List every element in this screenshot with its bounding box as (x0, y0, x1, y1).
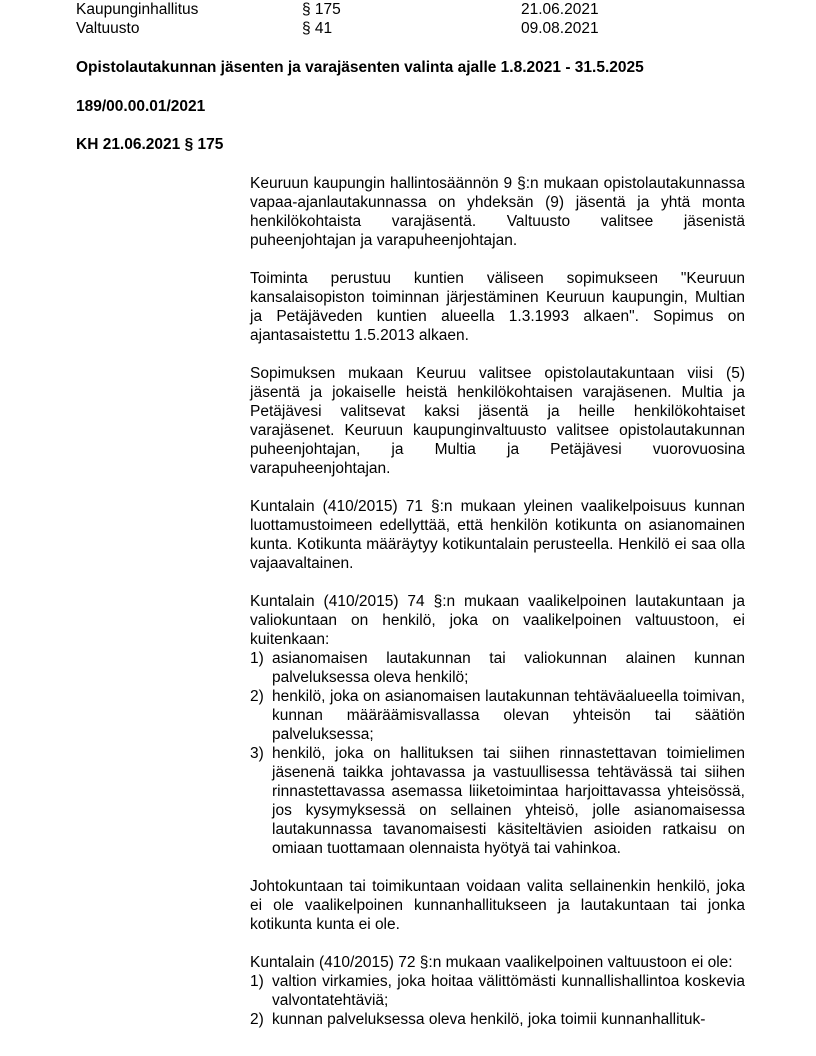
paragraph: Sopimuksen mukaan Keuruu valitsee opistolautakuntaan viisi (5) jäsentä ja jokaiselle heistä henkilökohtaisen varajäsenen. Multia ja Petäjävesi valitsevat kaksi jäsentä ja heille henkilökohtaiset varajäsenet. Keuruun kaupunginvaltuusto valitsee opistolautakunnan puheenjohtajan, ja Multia ja Petäjävesi vuorovuosina varapuheenjohtajan. (250, 365, 745, 477)
meta-row-kaupunginhallitus (76, 0, 776, 19)
list-number: 2) (250, 688, 264, 705)
list-text: henkilö, joka on asianomaisen lautakunnan tehtäväalueella toimivan, kunnan määräämisvallassa olevan yhteisön tai säätiön palveluksessa; (272, 688, 745, 743)
list-number: 1) (250, 650, 264, 667)
list-text: asianomaisen lautakunnan tai valiokunnan alainen kunnan palveluksessa oleva henkilö; (272, 650, 745, 686)
paragraph: Keuruun kaupungin hallintosäännön 9 §:n mukaan opistolautakunnassa vapaa-ajanlautakunnassa on yhdeksän (9) jäsentä ja yhtä monta henkilökohtaista varajäsentä. Valtuusto valitsee jäsenistä puheenjohtajan ja varapuheenjohtajan. (250, 175, 745, 249)
meta-body: Valtuusto (76, 20, 140, 37)
document-title: Opistolautakunnan jäsenten ja varajäsenten valinta ajalle 1.8.2021 - 31.5.2025 (76, 59, 644, 76)
paragraph: Kuntalain (410/2015) 71 §:n mukaan yleinen vaalikelpoisuus kunnan luottamustoimeen edellyttää, että henkilön kotikunta on asianomainen kunta. Kotikunta määräytyy kotikuntalain perusteella. Henkilö ei saa olla vajaavaltainen. (250, 498, 745, 572)
eligibility-list-74 (250, 649, 745, 858)
diary-number: 189/00.00.01/2021 (76, 98, 206, 115)
meta-row-valtuusto (76, 19, 776, 38)
meta-section: § 175 (302, 1, 341, 18)
list-text: henkilö, joka on hallituksen tai siihen rinnastettavan toimielimen jäsenenä taikka johtavassa ja vastuullisessa tehtävässä tai siihen rinnastettavassa asemassa liiketoimintaa harjoittavassa yhteisössä, jos kysymyksessä on sellainen yhteisö, jolle asianomaisessa lautakunnassa tavanomaisesti käsiteltävien asioiden ratkaisu on omiaan tuottamaan olennaista hyötyä tai vahinkoa. (272, 745, 745, 857)
paragraph: Johtokuntaan tai toimikuntaan voidaan valita sellainenkin henkilö, joka ei ole vaalikelpoinen kunnanhallitukseen ja lautakuntaan tai jonka kotikunta kunta ei ole. (250, 878, 745, 933)
list-number: 2) (250, 1011, 264, 1028)
eligibility-list-72 (250, 972, 745, 1029)
list-number: 1) (250, 973, 264, 990)
paragraph: Toiminta perustuu kuntien väliseen sopimukseen "Keuruun kansalaisopiston toiminnan järjestäminen Keuruun kaupungin, Multian ja Petäjäveden kuntien alueella 1.3.1993 alkaen". Sopimus on ajantasaistettu 1.5.2013 alkaen. (250, 270, 745, 344)
paragraph: Kuntalain (410/2015) 72 §:n mukaan vaalikelpoinen valtuustoon ei ole: (250, 954, 733, 971)
list-item (250, 744, 745, 858)
meta-date: 09.08.2021 (521, 20, 599, 37)
list-text: valtion virkamies, joka hoitaa välittömästi kunnallishallintoa koskevia valvontatehtäviä; (272, 973, 745, 1009)
document-body (250, 174, 745, 1029)
meta-section: § 41 (302, 20, 333, 37)
list-text: kunnan palveluksessa oleva henkilö, joka toimii kunnanhallituk- (272, 1011, 706, 1028)
meta-date: 21.06.2021 (521, 1, 599, 18)
list-item (250, 1010, 745, 1029)
paragraph: Kuntalain (410/2015) 74 §:n mukaan vaalikelpoinen lautakuntaan ja valiokuntaan on henkilö, joka on vaalikelpoinen valtuustoon, ei kuitenkaan: (250, 593, 745, 648)
list-item (250, 687, 745, 744)
meta-body: Kaupunginhallitus (76, 1, 199, 18)
list-item (250, 972, 745, 1010)
meeting-meta-table (76, 0, 776, 38)
meeting-reference: KH 21.06.2021 § 175 (76, 136, 224, 153)
list-number: 3) (250, 745, 264, 762)
list-item (250, 649, 745, 687)
